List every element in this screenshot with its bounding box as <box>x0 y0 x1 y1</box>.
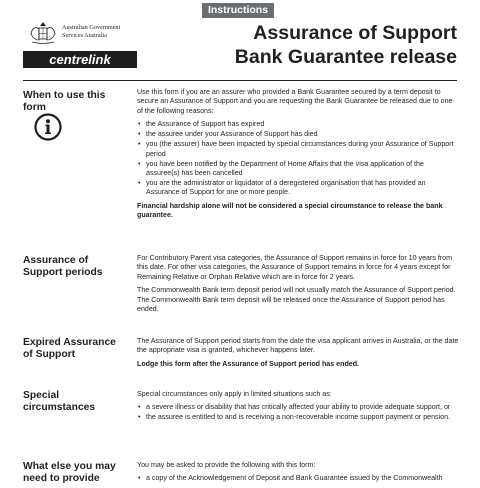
lodge-note: Lodge this form after the Assurance of Support period has ended. <box>137 359 360 368</box>
section-body-expired <box>137 337 459 373</box>
expired-paragraph: The Assurance of Support period starts from the date the visa applicant arrives in Australia, or the date the appropriate visa is granted, whichever happens later. <box>137 337 459 355</box>
section-body-periods <box>137 254 459 318</box>
special-intro: Special circumstances only apply in limited situations such as: <box>137 390 332 398</box>
list-item: • you (the assurer) have been impacted by special circumstances during your Assurance of Support period <box>138 140 454 158</box>
coat-of-arms-icon <box>28 20 58 46</box>
section-body-when <box>137 88 459 225</box>
section-heading-expired: Expired Assurance of Support <box>23 337 116 360</box>
else-intro: You may be asked to provide the following with this form: <box>137 461 316 469</box>
hardship-note: Financial hardship alone will not be considered a special circumstance to release the bank guarantee. <box>137 201 443 220</box>
list-item: • a copy of the Acknowledgement of Deposit and Bank Guarantee issued by the Commonwealth <box>138 474 443 483</box>
list-item: • a severe illness or disability that has critically affected your ability to provide adequate support, or <box>138 403 451 412</box>
section-heading-special: Special circumstances <box>23 390 96 413</box>
section-heading-else: What else you may need to provide <box>23 461 116 484</box>
list-item: • you are the administrator or liquidator of a deregistered organisation that has provided an Assurance of Support for one or more people. <box>138 179 426 197</box>
agency-line-2: Services Australia <box>62 31 107 39</box>
instructions-tab: Instructions <box>202 3 274 18</box>
section-heading-periods: Assurance of Support periods <box>23 255 103 278</box>
page-title <box>235 21 457 69</box>
header-divider <box>23 80 457 81</box>
title-line-2: Bank Guarantee release <box>234 46 457 68</box>
section-heading-when: When to use this form <box>23 90 106 113</box>
when-reasons-list <box>137 120 459 198</box>
section-body-else <box>137 461 459 488</box>
title-line-1: Assurance of Support <box>253 22 457 44</box>
periods-paragraph-2: The Commonwealth Bank term deposit period will not usually match the Assurance of Support period. The Commonwealth Bank term deposit will be released once the Assurance of Support period has ended. <box>137 286 456 314</box>
info-circle-icon <box>34 113 62 141</box>
agency-name <box>62 24 120 39</box>
list-item: • you have been notified by the Department of Home Affairs that the visa application of the assuree(s) has been cancelled <box>138 159 424 178</box>
list-item: • the Assurance of Support has expired <box>138 120 265 129</box>
agency-line-1: Australian Government <box>62 24 121 31</box>
periods-paragraph-1: For Contributory Parent visa categories, the Assurance of Support remains in force for 10 years from this date. For other visa categories, the Assurance of Support remains in force for 4 years except for Remaining Relative or Orphan Relative which are in force for 2 years. <box>137 254 453 281</box>
section-body-special <box>137 390 459 427</box>
else-list <box>137 474 459 483</box>
list-item: • the assuree under your Assurance of Support has died <box>138 130 318 139</box>
special-list <box>137 403 459 422</box>
when-intro: Use this form if you are an assurer who provided a Bank Guarantee secured by a term deposit to secure an Assurance of Support and you are requesting the Bank Guarantee be released due to one of the following reasons: <box>137 88 453 115</box>
list-item: • the assuree is entitled to and is receiving a non-recoverable income support payment or pension. <box>138 413 451 422</box>
centrelink-logo: centrelink <box>23 51 137 68</box>
